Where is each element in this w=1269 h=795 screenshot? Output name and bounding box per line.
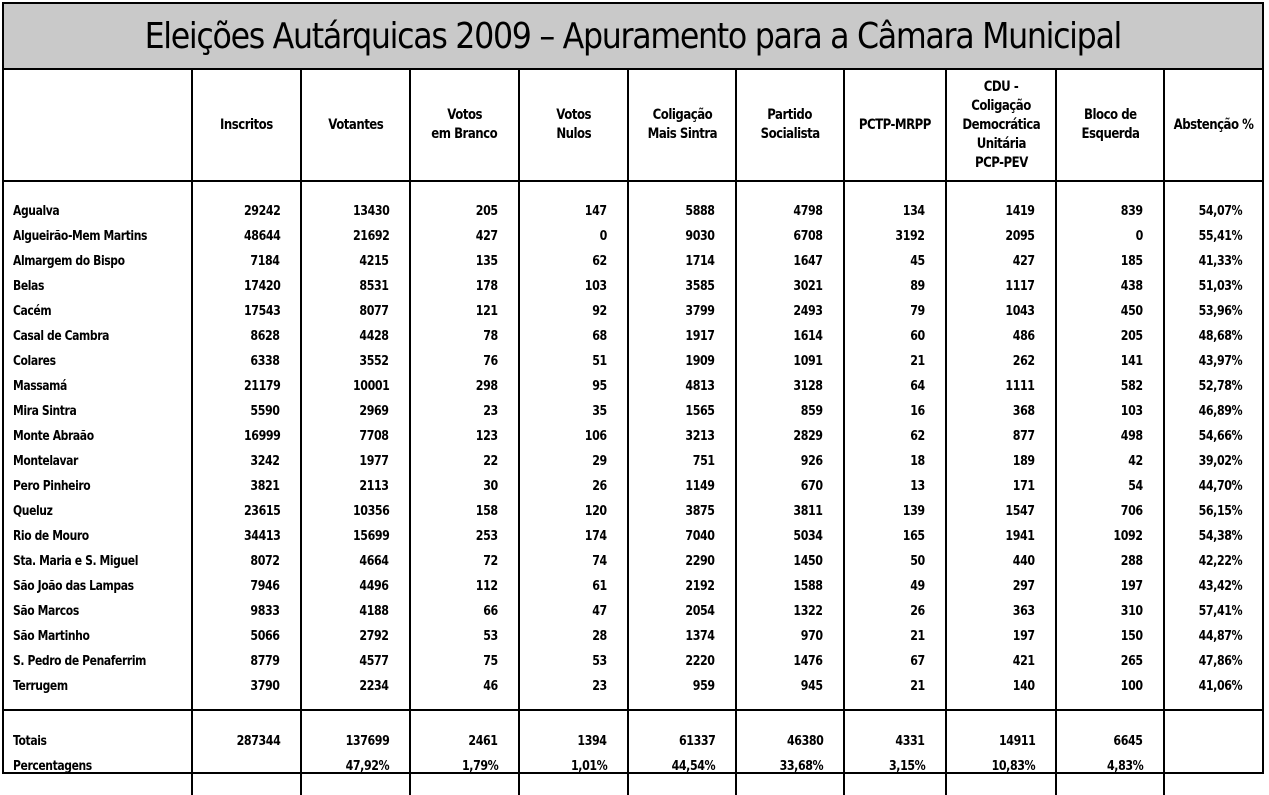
table-cell: 13430: [352, 203, 389, 219]
header-text: Bloco de: [1083, 107, 1137, 123]
table-cell: 139: [903, 503, 925, 519]
table-cell: 21179: [243, 378, 280, 394]
row-label: Totais: [13, 733, 47, 749]
column-header-cdu-pcp-pev: [946, 70, 1056, 181]
column-coligacao-mais-sintra: [628, 181, 736, 710]
table-cell: 28: [592, 628, 607, 644]
table-cell: 438: [1121, 278, 1143, 294]
table-cell: 706: [1121, 503, 1143, 519]
column-header-votos-nulos: [519, 70, 628, 181]
table-cell: 4188: [359, 603, 389, 619]
table-cell: 66: [483, 603, 498, 619]
table-cell: 14911: [998, 733, 1035, 749]
table-cell: 945: [801, 678, 823, 694]
table-cell: 26: [592, 478, 607, 494]
table-cell: 68: [592, 328, 607, 344]
table-cell: 185: [1121, 253, 1143, 269]
table-cell: 582: [1121, 378, 1143, 394]
table-cell: 51,03%: [1198, 278, 1242, 294]
table-cell: 7946: [250, 578, 280, 594]
table-cell: 2192: [685, 578, 715, 594]
column-abstencao: [1164, 181, 1262, 710]
data-block: [4, 181, 1262, 710]
table-cell: 1149: [685, 478, 715, 494]
table-cell: 959: [693, 678, 715, 694]
table-cell: 2969: [359, 403, 389, 419]
table-cell: 15699: [352, 528, 389, 544]
table-cell: 21: [910, 353, 925, 369]
table-cell: 26: [910, 603, 925, 619]
table-cell: 2234: [359, 678, 389, 694]
table-cell: 670: [801, 478, 823, 494]
table-cell: 2792: [359, 628, 389, 644]
table-cell: 3,15%: [888, 758, 925, 774]
table-cell: 174: [585, 528, 607, 544]
table-cell: 46,89%: [1198, 403, 1242, 419]
table-cell: 498: [1121, 428, 1143, 444]
table-cell: 363: [1013, 603, 1035, 619]
header-text: Coligação: [652, 107, 712, 123]
table-cell: 427: [1013, 253, 1035, 269]
row-label: Agualva: [13, 203, 60, 219]
table-cell: 42: [1128, 453, 1143, 469]
table-cell: 1111: [1005, 378, 1035, 394]
header-text: Democrática: [962, 116, 1040, 133]
table-cell: 34413: [243, 528, 280, 544]
table-cell: 89: [910, 278, 925, 294]
column-bloco-de-esquerda: [1056, 181, 1164, 710]
table-cell: 74: [592, 553, 607, 569]
table-cell: 4813: [685, 378, 715, 394]
results-table: [4, 70, 1262, 795]
table-cell: 450: [1121, 303, 1143, 319]
table-cell: 3790: [250, 678, 280, 694]
table-cell: 1647: [793, 253, 823, 269]
header-text: Nulos: [556, 126, 591, 142]
table-cell: 9030: [685, 228, 715, 244]
column-bloco-de-esquerda: [1056, 710, 1164, 795]
page-title: Eleições Autárquicas 2009 – Apuramento para a Câmara Municipal: [144, 15, 1122, 57]
table-cell: 4798: [793, 203, 823, 219]
table-cell: 48644: [243, 228, 280, 244]
header-text: Unitária: [976, 135, 1026, 152]
table-cell: [193, 754, 300, 779]
row-label: São João das Lampas: [13, 578, 134, 594]
header-row: [4, 70, 1262, 181]
column-header-partido-socialista: [736, 70, 844, 181]
table-cell: 2829: [793, 428, 823, 444]
table-cell: 165: [903, 528, 925, 544]
table-cell: 45: [910, 253, 925, 269]
table-cell: 189: [1013, 453, 1035, 469]
column-votantes: [301, 181, 410, 710]
row-label: Rio de Mouro: [13, 528, 89, 544]
column-header-bloco-de-esquerda: [1056, 70, 1164, 181]
table-cell: 6708: [793, 228, 823, 244]
table-cell: 54,38%: [1198, 528, 1242, 544]
column-votos-nulos: [519, 710, 628, 795]
column-header-pctp-mrpp: [844, 70, 946, 181]
table-cell: 1476: [793, 653, 823, 669]
table-cell: 368: [1013, 403, 1035, 419]
table-cell: 6338: [250, 353, 280, 369]
table-cell: 21: [910, 628, 925, 644]
header-text: Inscritos: [220, 116, 273, 133]
table-cell: 2095: [1005, 228, 1035, 244]
table-cell: 10356: [352, 503, 389, 519]
column-pctp-mrpp: [844, 181, 946, 710]
table-cell: 53,96%: [1198, 303, 1242, 319]
table-cell: 54,66%: [1198, 428, 1242, 444]
column-header-votos-em-branco: [410, 70, 519, 181]
column-coligacao-mais-sintra: [628, 710, 736, 795]
table-cell: 8628: [250, 328, 280, 344]
table-cell: 54: [1128, 478, 1143, 494]
table-cell: 4496: [359, 578, 389, 594]
row-label: Monte Abraão: [13, 428, 94, 444]
table-cell: 35: [592, 403, 607, 419]
title-bar: [4, 4, 1262, 70]
column-header-abstencao: [1164, 70, 1262, 181]
table-cell: 2113: [359, 478, 389, 494]
table-cell: 1714: [685, 253, 715, 269]
column-votantes: [301, 710, 410, 795]
row-label: Pero Pinheiro: [13, 478, 91, 494]
table-cell: 67: [910, 653, 925, 669]
table-cell: 1547: [1005, 503, 1035, 519]
table-cell: 310: [1121, 603, 1143, 619]
table-cell: 13: [910, 478, 925, 494]
column-pctp-mrpp: [844, 710, 946, 795]
table-cell: 10,83%: [991, 758, 1035, 774]
table-cell: 3875: [685, 503, 715, 519]
column-header-freguesia: [4, 70, 192, 181]
column-header-votantes: [301, 70, 410, 181]
table-cell: 4331: [895, 733, 925, 749]
table-cell: 61: [592, 578, 607, 594]
row-label: Massamá: [13, 378, 67, 394]
table-cell: 421: [1013, 653, 1035, 669]
table-cell: 2220: [685, 653, 715, 669]
table-cell: 4,83%: [1106, 758, 1143, 774]
row-label: Almargem do Bispo: [13, 253, 125, 269]
table-cell: 1,01%: [570, 758, 607, 774]
header-text: Mais Sintra: [647, 126, 717, 142]
table-cell: 137699: [345, 733, 389, 749]
table-cell: 23: [592, 678, 607, 694]
header-text: em Branco: [431, 126, 498, 142]
header-text: Abstenção %: [1173, 116, 1254, 133]
table-cell: 3242: [250, 453, 280, 469]
table-cell: 9833: [250, 603, 280, 619]
row-label: Terrugem: [13, 678, 68, 694]
table-cell: 134: [903, 203, 925, 219]
table-cell: 4215: [359, 253, 389, 269]
table-cell: 0: [599, 228, 607, 244]
table-cell: 4577: [359, 653, 389, 669]
table-cell: 121: [476, 303, 498, 319]
table-cell: 16999: [243, 428, 280, 444]
table-cell: 47,86%: [1198, 653, 1242, 669]
table-cell: 839: [1121, 203, 1143, 219]
table-cell: 0: [1135, 228, 1143, 244]
table-cell: 1091: [793, 353, 823, 369]
table-cell: 47,92%: [345, 758, 389, 774]
table-cell: 1614: [793, 328, 823, 344]
table-cell: 7708: [359, 428, 389, 444]
table-cell: 197: [1013, 628, 1035, 644]
table-cell: 92: [592, 303, 607, 319]
table-cell: 106: [585, 428, 607, 444]
table-cell: 44,87%: [1198, 628, 1242, 644]
table-cell: 2493: [793, 303, 823, 319]
table-cell: 62: [592, 253, 607, 269]
table-cell: 288: [1121, 553, 1143, 569]
table-cell: 1,79%: [461, 758, 498, 774]
column-partido-socialista: [736, 710, 844, 795]
column-votos-nulos: [519, 181, 628, 710]
table-cell: 4664: [359, 553, 389, 569]
table-cell: 43,42%: [1198, 578, 1242, 594]
table-cell: 120: [585, 503, 607, 519]
table-cell: 8072: [250, 553, 280, 569]
table-cell: 78: [483, 328, 498, 344]
table-cell: 1419: [1005, 203, 1035, 219]
table-cell: 17543: [243, 303, 280, 319]
table-cell: 75: [483, 653, 498, 669]
row-label: Colares: [13, 353, 56, 369]
table-cell: 8077: [359, 303, 389, 319]
table-cell: 53: [483, 628, 498, 644]
table-cell: [1165, 729, 1262, 754]
table-cell: 970: [801, 628, 823, 644]
table-cell: 5590: [250, 403, 280, 419]
table-cell: 29: [592, 453, 607, 469]
table-cell: 1450: [793, 553, 823, 569]
table-cell: 5034: [793, 528, 823, 544]
column-freguesia: [4, 181, 192, 710]
column-votos-em-branco: [410, 710, 519, 795]
table-cell: 2054: [685, 603, 715, 619]
table-cell: 57,41%: [1198, 603, 1242, 619]
table-cell: 2461: [468, 733, 498, 749]
row-label: Montelavar: [13, 453, 78, 469]
row-label: Casal de Cambra: [13, 328, 110, 344]
table-cell: 150: [1121, 628, 1143, 644]
table-cell: 298: [476, 378, 498, 394]
row-label: Sta. Maria e S. Miguel: [13, 553, 139, 569]
header-text: CDU - Coligação: [971, 78, 1031, 114]
table-cell: 877: [1013, 428, 1035, 444]
column-cdu-pcp-pev: [946, 710, 1056, 795]
table-cell: 60: [910, 328, 925, 344]
table-cell: 205: [476, 203, 498, 219]
row-label: Queluz: [13, 503, 53, 519]
table-cell: 1977: [359, 453, 389, 469]
row-label: Cacém: [13, 303, 52, 319]
table-cell: 3192: [895, 228, 925, 244]
table-cell: 41,33%: [1198, 253, 1242, 269]
table-cell: 56,15%: [1198, 503, 1242, 519]
table-cell: 51: [592, 353, 607, 369]
table-cell: 30: [483, 478, 498, 494]
table-cell: 44,70%: [1198, 478, 1242, 494]
table-cell: 486: [1013, 328, 1035, 344]
table-cell: 29242: [243, 203, 280, 219]
table-cell: 53: [592, 653, 607, 669]
table-cell: 140: [1013, 678, 1035, 694]
table-cell: 297: [1013, 578, 1035, 594]
table-cell: 5066: [250, 628, 280, 644]
table-cell: 48,68%: [1198, 328, 1242, 344]
table-cell: 72: [483, 553, 498, 569]
header-text: Socialista: [760, 126, 820, 142]
table-cell: 1909: [685, 353, 715, 369]
column-header-coligacao-mais-sintra: [628, 70, 736, 181]
table-cell: 46: [483, 678, 498, 694]
table-cell: 112: [476, 578, 498, 594]
totals-block: [4, 710, 1262, 795]
table-cell: 64: [910, 378, 925, 394]
table-cell: 42,22%: [1198, 553, 1242, 569]
table-cell: 54,07%: [1198, 203, 1242, 219]
table-cell: 43,97%: [1198, 353, 1242, 369]
table-cell: [1165, 754, 1262, 779]
table-cell: 22: [483, 453, 498, 469]
table-cell: 1588: [793, 578, 823, 594]
table-cell: 178: [476, 278, 498, 294]
table-cell: 158: [476, 503, 498, 519]
table-cell: 18: [910, 453, 925, 469]
table-cell: 265: [1121, 653, 1143, 669]
table-cell: 1941: [1005, 528, 1035, 544]
table-cell: 8531: [359, 278, 389, 294]
header-text: Esquerda: [1081, 126, 1139, 142]
table-cell: 79: [910, 303, 925, 319]
table-cell: 52,78%: [1198, 378, 1242, 394]
table-cell: 55,41%: [1198, 228, 1242, 244]
table-cell: 10001: [352, 378, 389, 394]
table-cell: 1092: [1113, 528, 1143, 544]
table-cell: 1117: [1005, 278, 1035, 294]
column-partido-socialista: [736, 181, 844, 710]
table-cell: 205: [1121, 328, 1143, 344]
table-cell: 1374: [685, 628, 715, 644]
table-cell: 427: [476, 228, 498, 244]
row-label: Percentagens: [13, 758, 92, 774]
table-cell: 39,02%: [1198, 453, 1242, 469]
table-cell: 147: [585, 203, 607, 219]
table-cell: 7040: [685, 528, 715, 544]
header-text: Votos: [447, 107, 482, 123]
table-cell: 859: [801, 403, 823, 419]
table-cell: 926: [801, 453, 823, 469]
table-cell: 171: [1013, 478, 1035, 494]
table-cell: 6645: [1113, 733, 1143, 749]
table-cell: 49: [910, 578, 925, 594]
header-text: Votantes: [327, 116, 384, 133]
table-cell: 751: [693, 453, 715, 469]
table-cell: 287344: [236, 733, 280, 749]
table-cell: 3821: [250, 478, 280, 494]
table-cell: 21: [910, 678, 925, 694]
table-cell: 50: [910, 553, 925, 569]
table-cell: 5888: [685, 203, 715, 219]
table-cell: 33,68%: [779, 758, 823, 774]
table-cell: 135: [476, 253, 498, 269]
column-freguesia: [4, 710, 192, 795]
table-cell: 23615: [243, 503, 280, 519]
table-cell: 253: [476, 528, 498, 544]
table-cell: 4428: [359, 328, 389, 344]
table-cell: 3213: [685, 428, 715, 444]
table-cell: 7184: [250, 253, 280, 269]
table-cell: 3799: [685, 303, 715, 319]
table-cell: 41,06%: [1198, 678, 1242, 694]
table-cell: 2290: [685, 553, 715, 569]
table-cell: 16: [910, 403, 925, 419]
table-cell: 3811: [793, 503, 823, 519]
table-cell: 100: [1121, 678, 1143, 694]
header-text: PCP-PEV: [974, 154, 1028, 171]
table-cell: 76: [483, 353, 498, 369]
table-cell: 61337: [678, 733, 715, 749]
table-cell: 440: [1013, 553, 1035, 569]
table-cell: 8779: [250, 653, 280, 669]
row-label: São Martinho: [13, 628, 90, 644]
table-cell: 44,54%: [671, 758, 715, 774]
header-text: Votos: [556, 107, 591, 123]
table-cell: 103: [585, 278, 607, 294]
table-cell: 46380: [786, 733, 823, 749]
table-cell: 103: [1121, 403, 1143, 419]
table-cell: 3585: [685, 278, 715, 294]
table-cell: 47: [592, 603, 607, 619]
table-cell: 21692: [352, 228, 389, 244]
row-label: S. Pedro de Penaferrim: [13, 653, 146, 669]
table-cell: 1917: [685, 328, 715, 344]
table-cell: 1322: [793, 603, 823, 619]
header-text: PCTP-MRPP: [858, 116, 932, 133]
table-cell: 3021: [793, 278, 823, 294]
table-cell: 23: [483, 403, 498, 419]
column-abstencao: [1164, 710, 1262, 795]
table-cell: 123: [476, 428, 498, 444]
table-cell: 62: [910, 428, 925, 444]
table-cell: 95: [592, 378, 607, 394]
row-label: Algueirão-Mem Martins: [13, 228, 148, 244]
table-cell: 1565: [685, 403, 715, 419]
table-cell: 3128: [793, 378, 823, 394]
table-cell: 3552: [359, 353, 389, 369]
table-cell: 262: [1013, 353, 1035, 369]
table-cell: 197: [1121, 578, 1143, 594]
column-header-inscritos: [192, 70, 301, 181]
column-cdu-pcp-pev: [946, 181, 1056, 710]
column-votos-em-branco: [410, 181, 519, 710]
header-text: Partido: [767, 107, 813, 123]
column-inscritos: [192, 710, 301, 795]
table-cell: 1043: [1005, 303, 1035, 319]
row-label: Belas: [13, 278, 44, 294]
column-inscritos: [192, 181, 301, 710]
table-cell: 17420: [243, 278, 280, 294]
row-label: São Marcos: [13, 603, 79, 619]
row-label: Mira Sintra: [13, 403, 77, 419]
table-cell: 1394: [577, 733, 607, 749]
table-cell: 141: [1121, 353, 1143, 369]
